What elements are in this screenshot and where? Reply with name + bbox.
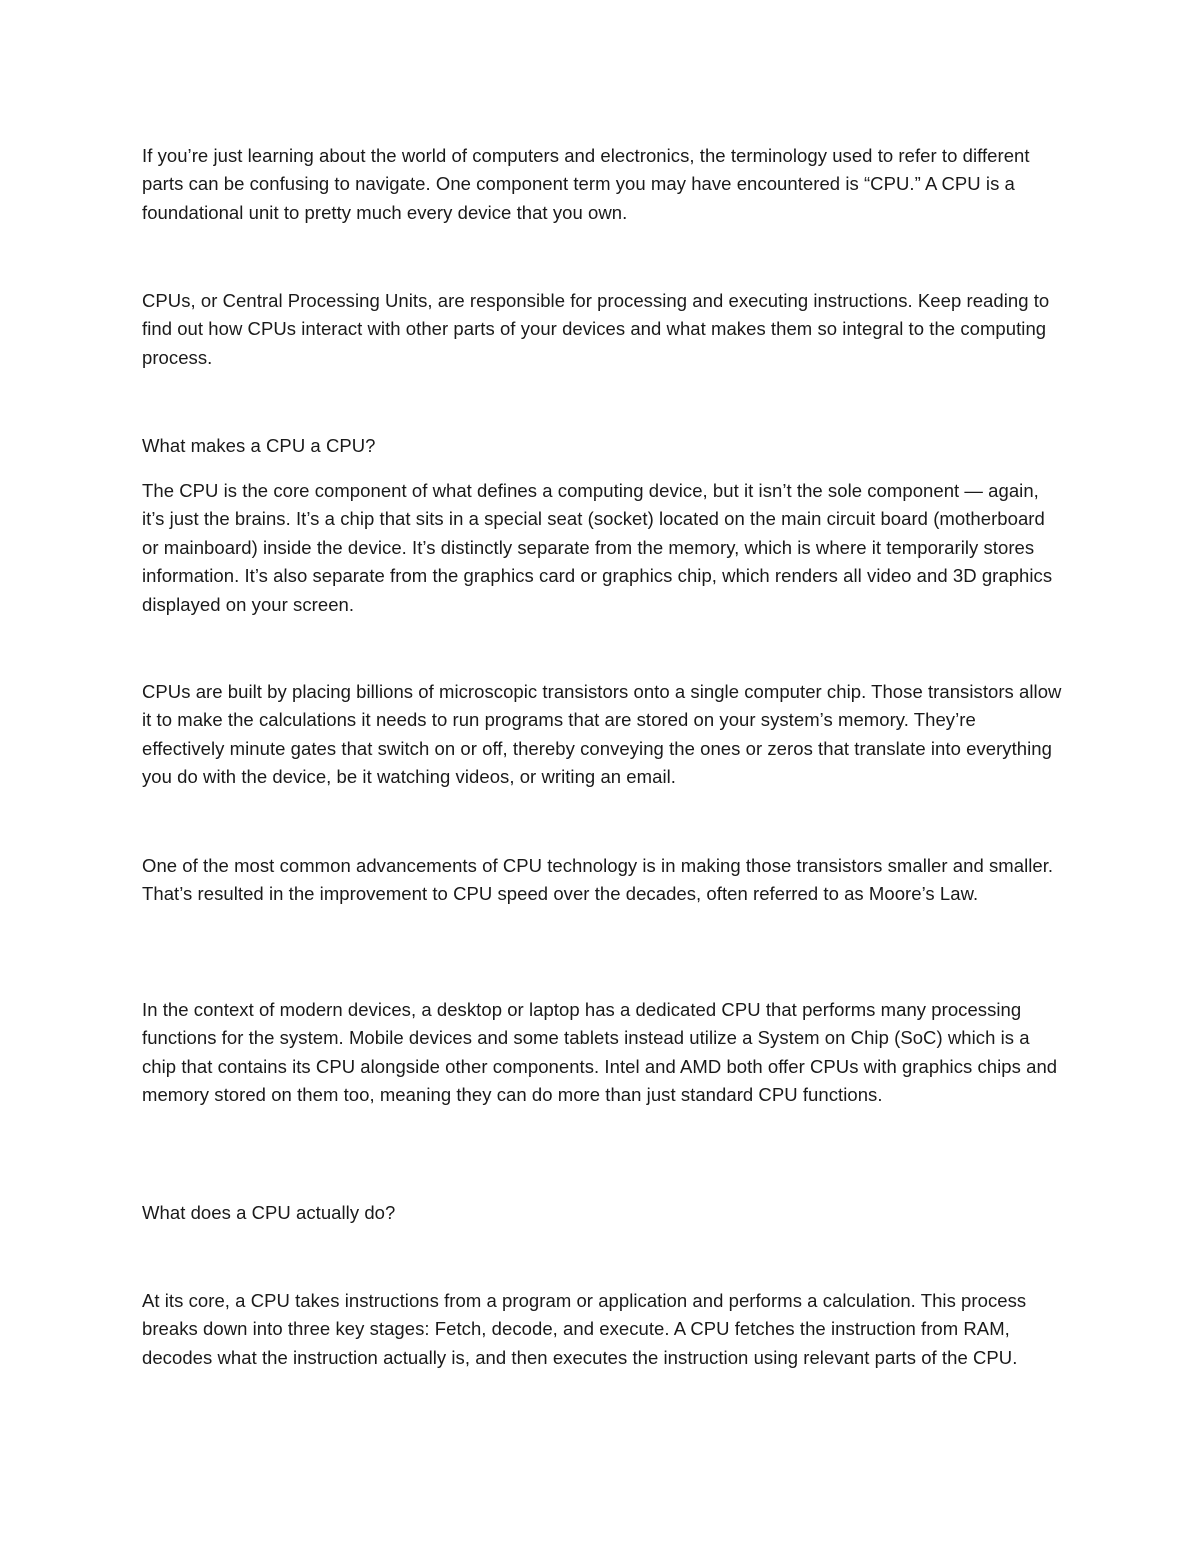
moores-law-paragraph: One of the most common advancements of CPU technology is in making those transistors smaller and smaller. That’s resulted in the improvement to CPU speed over the decades, often referred to as Moore’s Law.: [142, 855, 1054, 905]
modern-devices-paragraph: In the context of modern devices, a desktop or laptop has a dedicated CPU that performs many processing functions for the system. Mobile devices and some tablets instead utilize a System on Chip (SoC) which is a chip that contains its CPU alongside other components. Intel and AMD both offer CPUs with graphics chips and memory stored on them too, meaning they can do more than just standard CPU functions.: [142, 999, 1058, 1106]
cpu-definition-paragraph: CPUs, or Central Processing Units, are responsible for processing and executing instructions. Keep reading to find out how CPUs interact with other parts of your devices and what makes them so integral to the computing process.: [142, 290, 1050, 368]
cpu-core-component-paragraph: The CPU is the core component of what defines a computing device, but it isn’t the sole component — again, it’s just the brains. It’s a chip that sits in a special seat (socket) located on the main circuit board (motherboard or mainboard) inside the device. It’s distinctly separate from the memory, which is where it temporarily stores information. It’s also separate from the graphics card or graphics chip, which renders all video and 3D graphics displayed on your screen.: [142, 480, 1053, 615]
section-heading-what-makes-cpu: What makes a CPU a CPU?: [142, 435, 376, 456]
transistors-paragraph: CPUs are built by placing billions of microscopic transistors onto a single computer chip. Those transistors allow it to make the calculations it needs to run programs that are stored on your system’s memory. They’re effectively minute gates that switch on or off, thereby conveying the ones or zeros that translate into everything you do with the device, be it watching videos, or writing an email.: [142, 681, 1062, 788]
intro-paragraph: If you’re just learning about the world of computers and electronics, the terminology used to refer to different parts can be confusing to navigate. One component term you may have encountered is “CPU.” A CPU is a foundational unit to pretty much every device that you own.: [142, 145, 1030, 223]
section-heading-what-cpu-does: What does a CPU actually do?: [142, 1202, 396, 1223]
fetch-decode-execute-paragraph: At its core, a CPU takes instructions from a program or application and performs a calculation. This process breaks down into three key stages: Fetch, decode, and execute. A CPU fetches the instruction from RAM, decodes what the instruction actually is, and then executes the instruction using relevant parts of the CPU.: [142, 1290, 1027, 1368]
